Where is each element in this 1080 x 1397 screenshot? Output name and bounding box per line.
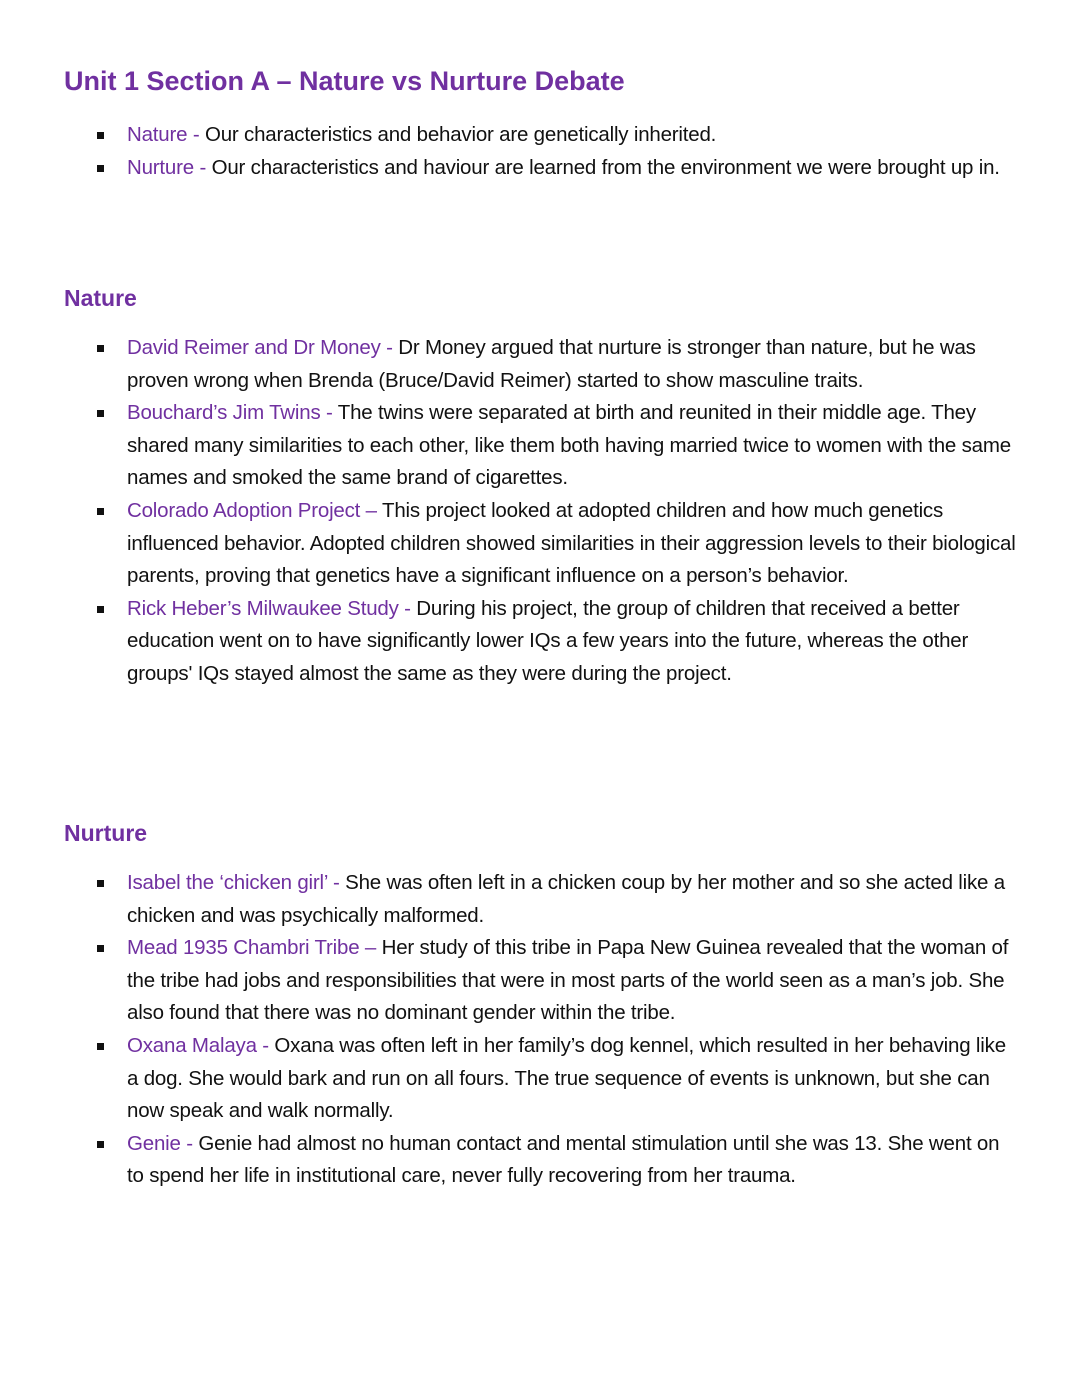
definition: Our characteristics and haviour are learned from the environment we were brought up in. — [211, 155, 1000, 179]
list-item — [0, 495, 1020, 593]
term: Oxana Malaya - — [127, 1033, 275, 1057]
list-item — [0, 119, 1020, 152]
description: Genie had almost no human contact and mental stimulation until she was 13. She went on to spend her life in institutional care, never fully recovering from her trauma. — [127, 1131, 1000, 1188]
section-heading-nurture: Nurture — [64, 820, 148, 846]
description: Dr Money argued that nurture is stronger than nature, but he was proven wrong when Brenda (Bruce/David Reimer) started to show masculine traits. — [127, 336, 976, 392]
description: She was often left in a chicken coup by her mother and so she acted like a chicken and was psychically malformed. — [127, 871, 1005, 927]
page-title: Unit 1 Section A – Nature vs Nurture Debate — [64, 66, 625, 96]
term: Mead 1935 Chambri Tribe – — [127, 936, 382, 960]
term: Rick Heber’s Milwaukee Study - — [127, 596, 417, 620]
description: Her study of this tribe in Papa New Guinea revealed that the woman of the tribe had jobs and responsibilities that were in most parts of the world seen as a man’s job. She also found that there was no dominant gender within the tribe. — [127, 936, 1009, 1025]
list-item — [0, 1128, 1020, 1193]
term: Nature - — [127, 123, 205, 146]
term: David Reimer and Dr Money - — [127, 336, 399, 359]
description: This project looked at adopted children and how much genetics influenced behavior. Adopted children showed similarities in their aggression levels to their biological parents, proving that genetics have a significant influence on a person’s behavior. — [127, 498, 1016, 588]
nature-list — [0, 332, 1020, 691]
term: Colorado Adoption Project – — [127, 498, 383, 522]
list-item — [0, 932, 1020, 1030]
term: Genie - — [127, 1131, 199, 1155]
description: Oxana was often left in her family’s dog kennel, which resulted in her behaving like a dog. She would bark and run on all fours. The true sequence of events is unknown, but she can now speak and walk normally. — [127, 1033, 1006, 1123]
description: During his project, the group of children that received a better education went on to have significantly lower IQs a few years into the future, whereas the other groups' IQs stayed almost the same as they were during the project. — [127, 596, 969, 685]
term: Bouchard’s Jim Twins - — [127, 401, 338, 425]
list-item — [0, 332, 1020, 397]
description: The twins were separated at birth and reunited in their middle age. They shared many similarities to each other, like them both having married twice to women with the same names and smoked the same brand of cigarettes. — [127, 401, 1011, 490]
list-item — [0, 152, 1020, 185]
list-item — [0, 867, 1020, 932]
nurture-list — [0, 867, 1020, 1193]
term: Nurture - — [127, 155, 212, 179]
term: Isabel the ‘chicken girl’ - — [127, 871, 346, 894]
intro-list — [0, 119, 1020, 184]
definition: Our characteristics and behavior are genetically inherited. — [204, 123, 717, 146]
list-item — [0, 397, 1020, 495]
section-heading-nature: Nature — [64, 285, 137, 311]
list-item — [0, 593, 1020, 691]
list-item — [0, 1030, 1020, 1128]
